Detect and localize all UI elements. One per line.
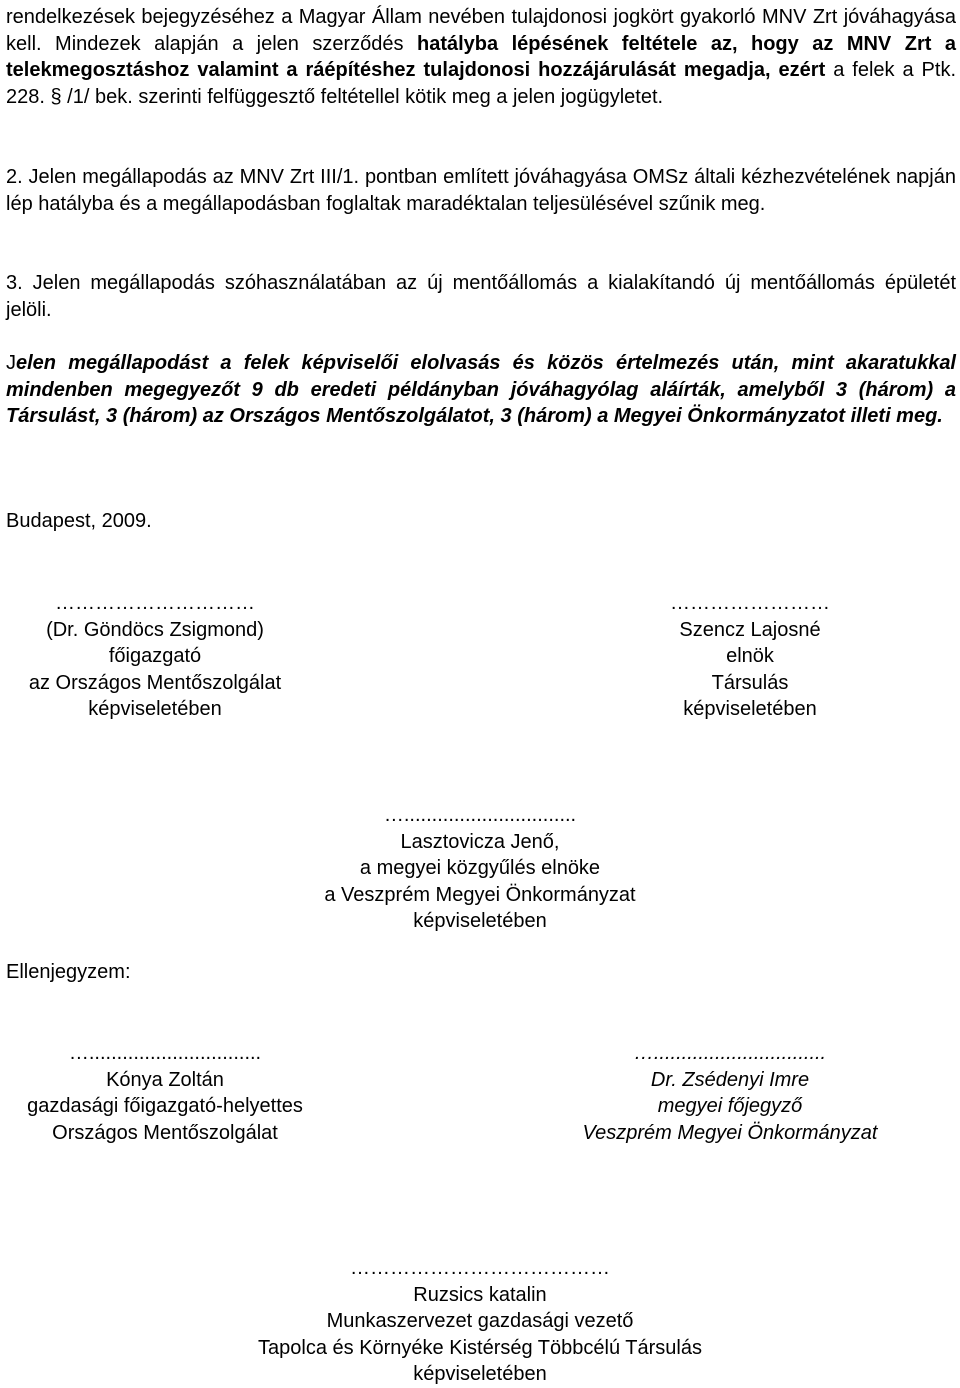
signature-block-middle <box>280 802 680 935</box>
intro-text-4: /1/ bek. szerinti felfüggesztő feltétellel kötik meg a jelen jogügyletet. <box>61 85 664 108</box>
countersigner-org: Veszprém Megyei Önkormányzat <box>582 1121 878 1144</box>
signatory-role: képviseletében <box>413 1363 547 1385</box>
countersign-label: Ellenjegyzem: <box>6 961 131 983</box>
signatory-org: az Országos Mentőszolgálat <box>28 671 282 694</box>
signature-line: …............................... <box>68 1042 262 1064</box>
signatory-org: Társulás <box>711 671 789 694</box>
signature-line: …………………… <box>670 592 830 614</box>
signature-line: ………………………………… <box>350 1257 610 1279</box>
closing-paragraph <box>6 350 956 430</box>
paragraph-intro <box>6 4 956 110</box>
countersigner-name: Kónya Zoltán <box>106 1068 224 1091</box>
countersigner-title: megyei főjegyző <box>657 1095 803 1117</box>
place-date: Budapest, 2009. <box>6 510 152 532</box>
signatory-name: Lasztovicza Jenő, <box>400 830 560 853</box>
countersign-block-left <box>0 1040 330 1146</box>
signatory-name: Szencz Lajosné <box>679 618 821 641</box>
signature-block-right <box>600 590 900 723</box>
signatory-title: elnök <box>726 645 774 667</box>
signatory-role: képviseletében <box>683 698 817 720</box>
countersigner-org: Országos Mentőszolgálat <box>52 1121 278 1144</box>
paragraph-2: 2. Jelen megállapodás az MNV Zrt III/1. pontban említett jóváhagyása OMSz általi kézhezvételének napján lép hatályba és a megállapodásban foglaltak maradéktalan teljesülésével szűnik meg. <box>6 166 956 215</box>
signatory-org: Tapolca és Környéke Kistérség Többcélú Társulás <box>258 1336 702 1359</box>
signature-line: ………………………… <box>55 592 255 614</box>
signatory-name: (Dr. Göndöcs Zsigmond) <box>46 618 264 641</box>
intro-text-bold: hatályba lépésének feltétele az, hogy az MNV Zrt a telekmegosztáshoz valamint a ráépítéshez tulajdonosi hozzájárulását megadja, ezért <box>6 32 956 81</box>
signatory-title: Munkaszervezet gazdasági vezető <box>326 1310 634 1332</box>
signature-block-bottom <box>180 1255 780 1388</box>
signatory-title: a megyei közgyűlés elnöke <box>359 857 601 879</box>
signature-line: …............................... <box>633 1042 827 1064</box>
signature-line: …............................... <box>383 804 577 826</box>
countersigner-name: Dr. Zsédenyi Imre <box>650 1068 810 1091</box>
closing-first-letter: J <box>6 352 16 374</box>
signatory-role: képviseletében <box>413 910 547 932</box>
countersign-block-right <box>550 1040 910 1146</box>
signature-block-left <box>0 590 310 723</box>
paragraph-3: 3. Jelen megállapodás szóhasználatában az új mentőállomás a kialakítandó új mentőállomás épületét jelöli. <box>6 272 956 321</box>
signatory-name: Ruzsics katalin <box>413 1283 547 1306</box>
intro-text-3: a felek a Ptk. 228. <box>6 59 957 108</box>
signatory-org: a Veszprém Megyei Önkormányzat <box>324 883 636 906</box>
signatory-title: főigazgató <box>108 645 202 667</box>
intro-text-1: rendelkezések bejegyzéséhez a Magyar Állam nevében tulajdonosi jogkört gyakorló MNV Zrt jóváhagyása kell. Mindezek alapján a jelen szerződés <box>6 6 956 55</box>
countersigner-title: gazdasági főigazgató-helyettes <box>27 1095 303 1117</box>
signatory-role: képviseletében <box>88 698 222 720</box>
closing-text: elen megállapodást a felek képviselői elolvasás és közös értelmezés után, mint akaratukkal mindenben megegyezőt 9 db eredeti példányban jóváhagyólag aláírták, amelyből 3 (három) a Társulást, 3 (három) az Országos Mentőszolgálatot, 3 (három) a Megyei Önkormányzatot illeti meg. <box>6 352 956 427</box>
section-sign: § <box>50 85 62 108</box>
